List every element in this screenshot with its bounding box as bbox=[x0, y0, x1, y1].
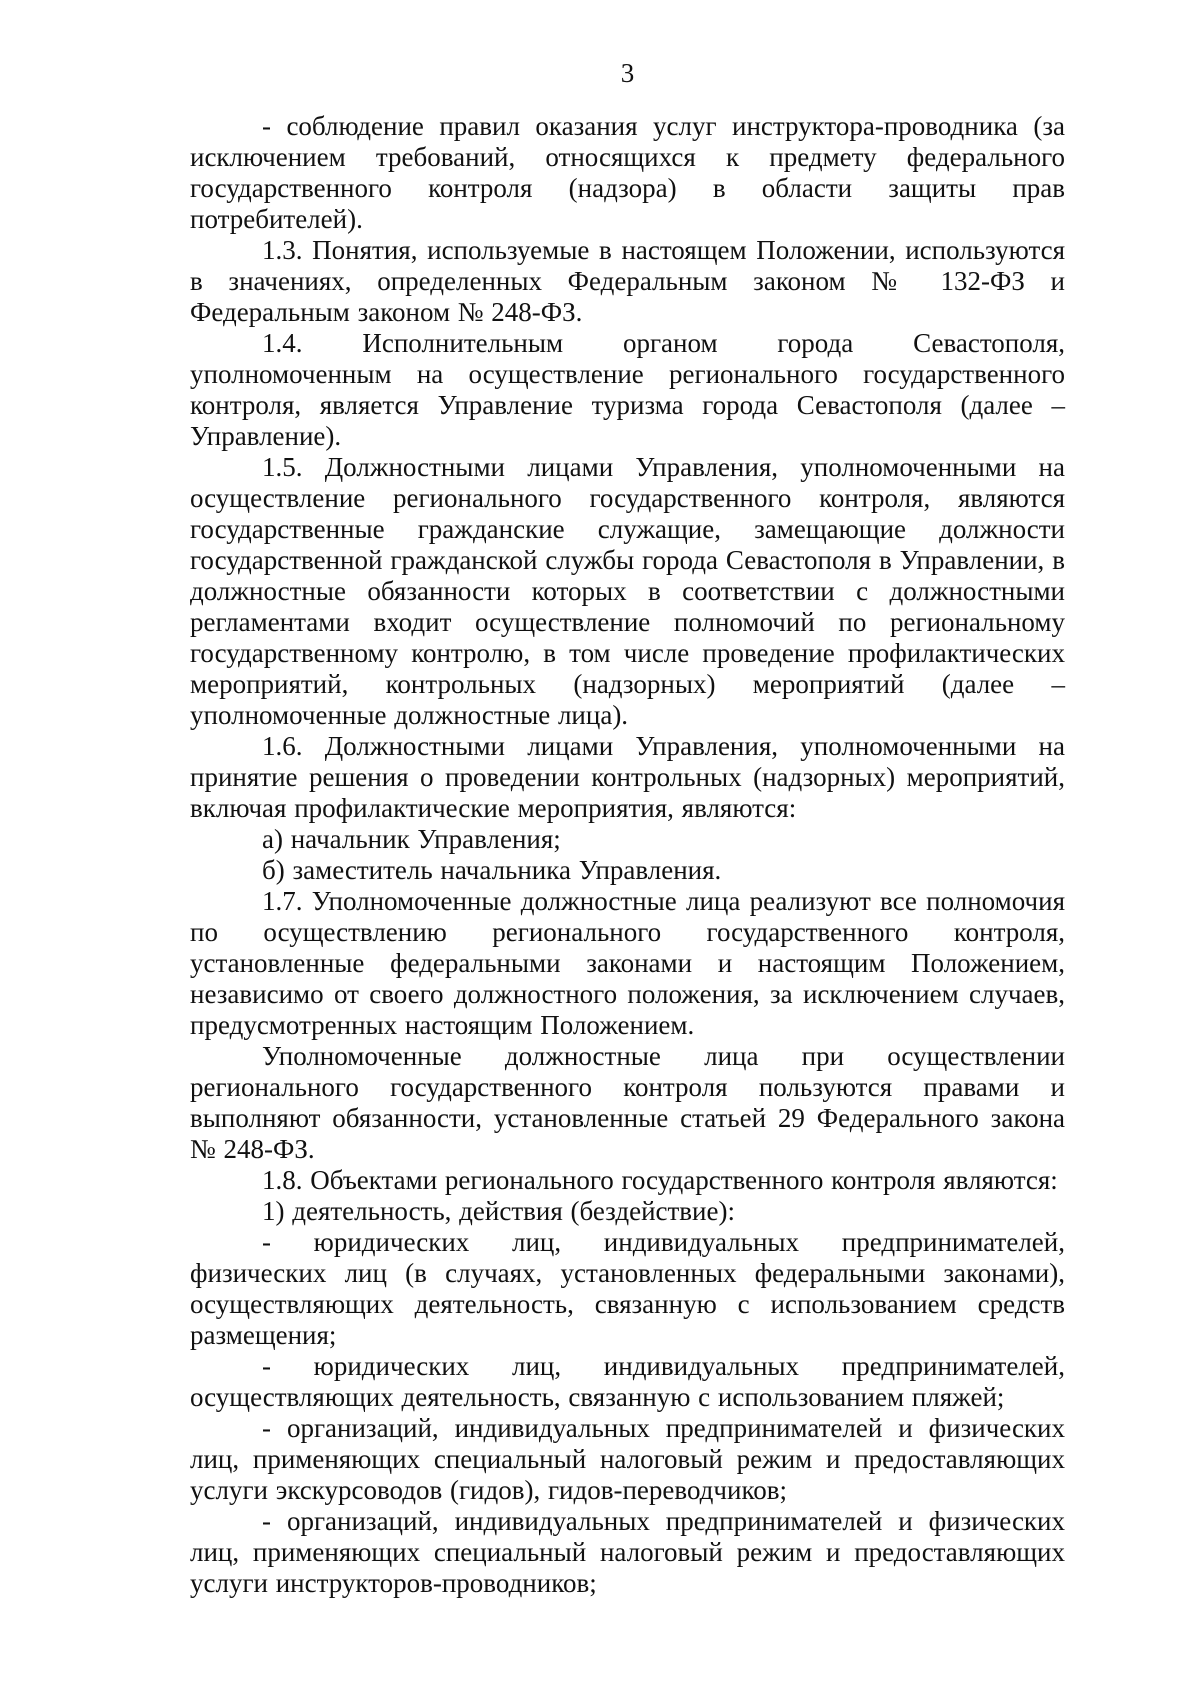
paragraph: 1.4. Исполнительным органом города Севастополя, уполномоченным на осуществление регионального государственного контроля, является Управление туризма города Севастополя (далее – Управление). bbox=[190, 328, 1065, 451]
page-number: 3 bbox=[620, 58, 635, 88]
paragraph: 1.6. Должностными лицами Управления, уполномоченными на принятие решения о проведении контрольных (надзорных) мероприятий, включая профилактические мероприятия, являются: bbox=[190, 731, 1065, 823]
paragraph: б) заместитель начальника Управления. bbox=[262, 855, 722, 885]
paragraph: - юридических лиц, индивидуальных предпринимателей, физических лиц (в случаях, установленных федеральными законами), осуществляющих деятельность, связанную с использованием средств размещения; bbox=[190, 1227, 1065, 1350]
paragraph: 1.5. Должностными лицами Управления, уполномоченными на осуществление регионального государственного контроля, являются государственные гражданские служащие, замещающие должности государственной гражданской службы города Севастополя в Управлении, в должностные обязанности которых в соответствии с должностными регламентами входит осуществление полномочий по региональному государственному контролю, в том числе проведение профилактических мероприятий, контрольных (надзорных) мероприятий (далее – уполномоченные должностные лица). bbox=[190, 452, 1065, 730]
document-body bbox=[190, 111, 1065, 1599]
paragraph: 1.3. Понятия, используемые в настоящем Положении, используются в значениях, определенных Федеральным законом № 132-ФЗ и Федеральным законом № 248-ФЗ. bbox=[190, 235, 1065, 327]
paragraph: 1.8. Объектами регионального государственного контроля являются: bbox=[262, 1165, 1058, 1195]
paragraph: а) начальник Управления; bbox=[262, 824, 561, 854]
paragraph: - организаций, индивидуальных предпринимателей и физических лиц, применяющих специальный налоговый режим и предоставляющих услуги инструкторов-проводников; bbox=[190, 1506, 1065, 1598]
paragraph: 1.7. Уполномоченные должностные лица реализуют все полномочия по осуществлению регионального государственного контроля, установленные федеральными законами и настоящим Положением, независимо от своего должностного положения, за исключением случаев, предусмотренных настоящим Положением. bbox=[190, 886, 1065, 1040]
paragraph: - юридических лиц, индивидуальных предпринимателей, осуществляющих деятельность, связанную с использованием пляжей; bbox=[190, 1351, 1065, 1412]
paragraph: 1) деятельность, действия (бездействие): bbox=[262, 1196, 735, 1226]
paragraph: - соблюдение правил оказания услуг инструктора-проводника (за исключением требований, относящихся к предмету федерального государственного контроля (надзора) в области защиты прав потребителей). bbox=[190, 111, 1065, 234]
paragraph: - организаций, индивидуальных предпринимателей и физических лиц, применяющих специальный налоговый режим и предоставляющих услуги экскурсоводов (гидов), гидов-переводчиков; bbox=[190, 1413, 1065, 1505]
paragraph: Уполномоченные должностные лица при осуществлении регионального государственного контроля пользуются правами и выполняют обязанности, установленные статьей 29 Федерального закона № 248-ФЗ. bbox=[190, 1041, 1065, 1164]
